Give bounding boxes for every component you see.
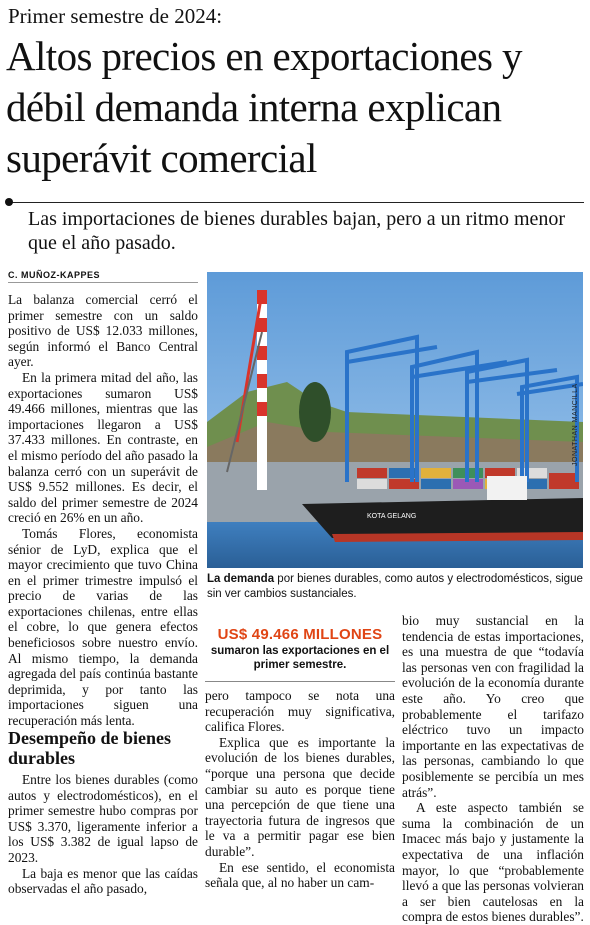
callout-box (205, 626, 395, 672)
paragraph: Explica que es importante la evolución de los bienes durables, “porque una persona que decide cambiar su auto es porque tiene una percepción de que tiene una trayectoria futura de ingresos que le va a permitir pagar ese bien durable”. (205, 734, 395, 859)
callout-text: sumaron las exportaciones en el primer semestre. (210, 645, 390, 671)
deck-divider (8, 202, 584, 203)
photo-caption (207, 572, 583, 602)
headline: Altos precios en exportaciones y débil demanda interna explican superávit comercial (6, 33, 522, 181)
article-column-1-continued (8, 772, 198, 897)
article-column-3 (402, 613, 584, 925)
paragraph: pero tampoco se nota una recuperación muy significativa, califica Flores. (205, 688, 395, 735)
paragraph: En la primera mitad del año, las exportaciones sumaron US$ 49.466 millones, mientras que las importaciones llegaron a US$ 37.433 millones. En contraste, en el mismo período del año pasado la balanza cerró con un superávit de US$ 9.552 millones. Es decir, el saldo del primer semestre de 2024 creció en 26% en un año. (8, 369, 198, 526)
paragraph: En ese sentido, el economista señala que, al no haber un cam- (205, 859, 395, 891)
port-photo (207, 272, 583, 568)
photo-credit: JONATHAN MANCILLA (572, 383, 579, 466)
paragraph: A este aspecto también se suma la combinación de un Imacec más bajo y justamente la expectativa de una inflación mayor, lo que “probablemente llevó a que las personas volvieran a ser bien cautelosas en la compra de estos bienes durables”. (402, 800, 584, 925)
ship-name: KOTA GELANG (367, 513, 417, 520)
deck: Las importaciones de bienes durables bajan, pero a un ritmo menor que el año pasado. (28, 208, 566, 254)
paragraph: Entre los bienes durables (como autos y electrodomésticos), en el primer semestre hubo compras por US$ 3.370, ligeramente inferior a los US$ 3.382 de igual lapso de 2023. (8, 772, 198, 865)
paragraph: Tomás Flores, economista sénior de LyD, explica que el mayor crecimiento que tuvo China en el primer trimestre impulsó el precio de varias de las exportaciones chilenas, entre ellas el cobre, lo que genera efectos beneficiosos sobre nuestro envío. Al mismo tiempo, la demanda agregada del país continúa bastante deprimida, y por tanto las importaciones siguen una recuperación más lenta. (8, 525, 198, 729)
callout-figure: US$ 49.466 MILLONES (217, 626, 383, 643)
kicker: Primer semestre de 2024: (8, 4, 223, 28)
port-photo-illustration (207, 272, 583, 568)
article-column-1 (8, 292, 198, 729)
section-subhead: Desempeño de bienes durables (8, 728, 171, 768)
caption-text: por bienes durables, como autos y electrodomésticos, sigue sin ver cambios sustanciales. (207, 573, 583, 600)
paragraph: La balanza comercial cerró el primer semestre con un saldo positivo de US$ 12.033 millones, según informó el Banco Central ayer. (8, 292, 198, 370)
article-column-2 (205, 688, 395, 891)
paragraph: La baja es menor que las caídas observadas el año pasado, (8, 865, 198, 897)
deck-bullet-icon (5, 198, 13, 206)
paragraph: bio muy sustancial en la tendencia de estas importaciones, es una muestra de que “todavía las personas ven con fragilidad la evolución de la economía durante este año. Yo creo que probablemente el tarifazo eléctrico tuvo un impacto importante en las expectativas de las personas, cambiando lo que posiblemente se percibía un mes atrás”. (402, 613, 584, 800)
byline: C. MUÑOZ-KAPPES (8, 270, 101, 280)
caption-lead: La demanda (207, 573, 275, 585)
callout-divider (205, 681, 395, 682)
byline-divider (8, 282, 198, 283)
